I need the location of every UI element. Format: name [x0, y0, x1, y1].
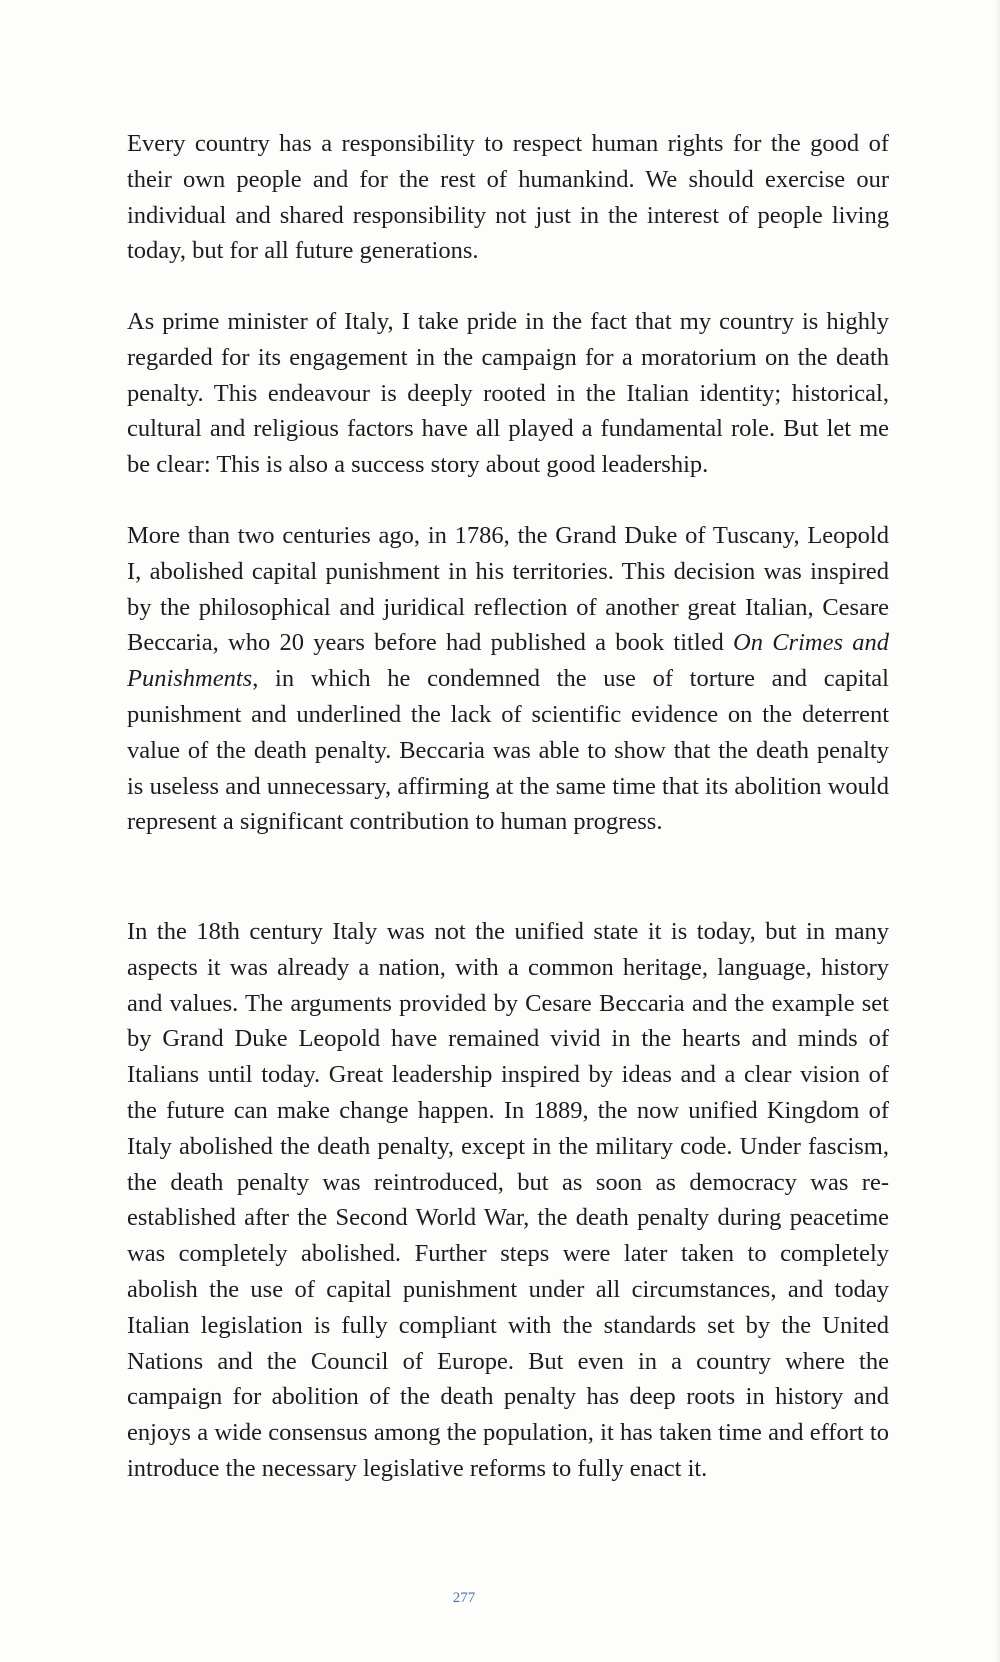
paragraph-2	[127, 304, 889, 483]
text-segment: More than two centuries ago, in 1786, the Grand Duke of Tuscany, Leopold I, abolished capital punishment in his territories. This decision was inspired by the philosophical and juridical reflection of another great Italian, Cesare Beccaria, who 20 years before had published a book titled	[127, 522, 889, 657]
text-segment: In the 18th century Italy was not the unified state it is today, but in many aspects it was already a nation, with a common heritage, language, history and values. The arguments provided by Cesare Beccaria and the example set by Grand Duke Leopold have remained vivid in the hearts and minds of Italians until today. Great leadership inspired by ideas and a clear vision of the future can make change happen. In 1889, the now unified Kingdom of Italy abolished the death penalty, except in the military code. Under fascism, the death penalty was reintroduced, but as soon as democracy was re-established after the Second World War, the death penalty during peacetime was completely abolished. Further steps were later taken to completely abolish the use of capital punishment under all circumstances, and today Italian legislation is fully compliant with the standards set by the United Nations and the Council of Europe. But even in a country where the campaign for abolition of the death penalty has deep roots in history and enjoys a wide consensus among the population, it has taken time and effort to introduce the necessary legislative reforms to fully enact it.	[127, 918, 889, 1482]
paragraph-1	[127, 126, 889, 269]
paragraph-text	[127, 304, 889, 483]
paragraph-4	[127, 914, 889, 1487]
paragraph-text	[127, 518, 889, 840]
page-number: 277	[452, 1590, 476, 1606]
text-segment: , in which he condemned the use of torture and capital punishment and underlined the lack of scientific evidence on the deterrent value of the death penalty. Beccaria was able to show that the death penalty is useless and unnecessary, affirming at the same time that its abolition would represent a significant contribution to human progress.	[127, 665, 889, 836]
text-segment: As prime minister of Italy, I take pride in the fact that my country is highly regarded for its engagement in the campaign for a moratorium on the death penalty. This endeavour is deeply rooted in the Italian identity; historical, cultural and religious factors have all played a fundamental role. But let me be clear: This is also a success story about good leadership.	[127, 308, 889, 479]
paragraph-text	[127, 126, 889, 269]
text-segment: Every country has a responsibility to respect human rights for the good of their own people and for the rest of humankind. We should exercise our individual and shared responsibility not just in the interest of people living today, but for all future generations.	[127, 130, 889, 265]
book-title-italic: On Crimes and Punishments	[127, 629, 889, 693]
page-edge-shadow	[994, 0, 1000, 1662]
paragraph-text	[127, 914, 889, 1487]
paragraph-3	[127, 518, 889, 840]
